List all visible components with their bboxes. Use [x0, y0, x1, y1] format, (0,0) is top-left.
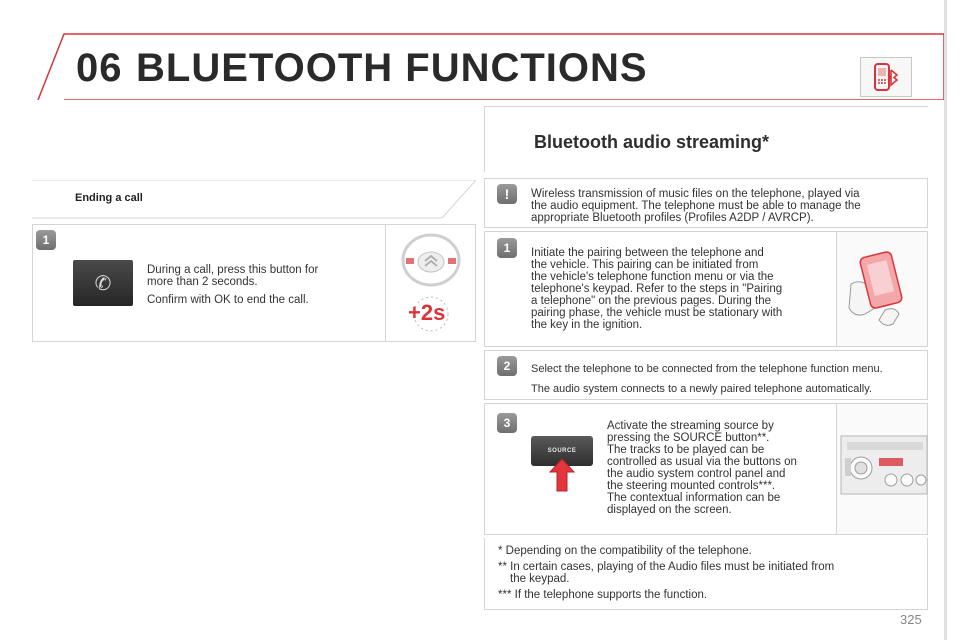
page-edge-rule — [944, 0, 947, 640]
arrow-up-icon — [549, 458, 575, 492]
phone-in-hand-illustration — [836, 232, 927, 346]
hold-2-seconds-badge: +2s — [408, 300, 446, 325]
streaming-section-title: Bluetooth audio streaming* — [534, 132, 770, 152]
step-number-1: 1 — [36, 230, 56, 250]
phone-hangup-button-image — [73, 260, 133, 306]
select-telephone-text: Select the telephone to be connected from the telephone function menu. The audio system connects to a newly paired telephone automatically. — [531, 363, 883, 395]
chapter-header — [0, 0, 960, 100]
section-label-ending-call: Ending a call — [75, 192, 143, 204]
footnote-3: *** If the telephone supports the function. — [498, 589, 708, 601]
ending-call-text: During a call, press this button for more than 2 seconds. Confirm with OK to end the call. — [147, 264, 319, 306]
footnote-2-cont: the keypad. — [510, 573, 570, 585]
streaming-info-text: Wireless transmission of music files on the telephone, played via the audio equipment. The telephone must be able to manage the appropriate Bluetooth profiles (Profiles A2DP / AVRCP). — [531, 188, 861, 224]
chapter-title: BLUETOOTH FUNCTIONS — [136, 46, 648, 90]
page-number: 325 — [900, 612, 922, 627]
warning-icon: ! — [497, 184, 517, 204]
step-number-3: 3 — [497, 413, 517, 433]
smartphone-icon — [837, 232, 928, 346]
bluetooth-phone-icon — [860, 57, 912, 97]
phone-hangup-icon: ✆ — [94, 272, 112, 295]
audio-panel-icon — [837, 404, 928, 534]
step-number-2: 2 — [497, 356, 517, 376]
footnote-1: * Depending on the compatibility of the telephone. — [498, 545, 752, 557]
steering-wheel-illustration — [385, 224, 475, 342]
chapter-number: 06 — [76, 46, 123, 90]
source-button-label: SOURCE — [547, 448, 577, 454]
streaming-source-text: Activate the streaming source by pressing the SOURCE button**. The tracks to be played can be controlled as usual via the buttons on the audio system control panel and the steering mounted controls***. The contextual information can be displayed on the screen. — [607, 420, 797, 516]
step-number-1: 1 — [497, 238, 517, 258]
footnote-2: ** In certain cases, playing of the Audio files must be initiated from — [498, 561, 835, 573]
audio-panel-illustration — [836, 404, 927, 534]
pairing-instructions-text: Initiate the pairing between the telephone and the vehicle. This pairing can be initiated from the vehicle's telephone function menu or via the telephone's keypad. Refer to the steps in "Pairing a telephone" on the previous pages. During the pairing phase, the vehicle must be stationary with the key in the ignition. — [531, 247, 783, 331]
footnotes — [498, 545, 834, 605]
